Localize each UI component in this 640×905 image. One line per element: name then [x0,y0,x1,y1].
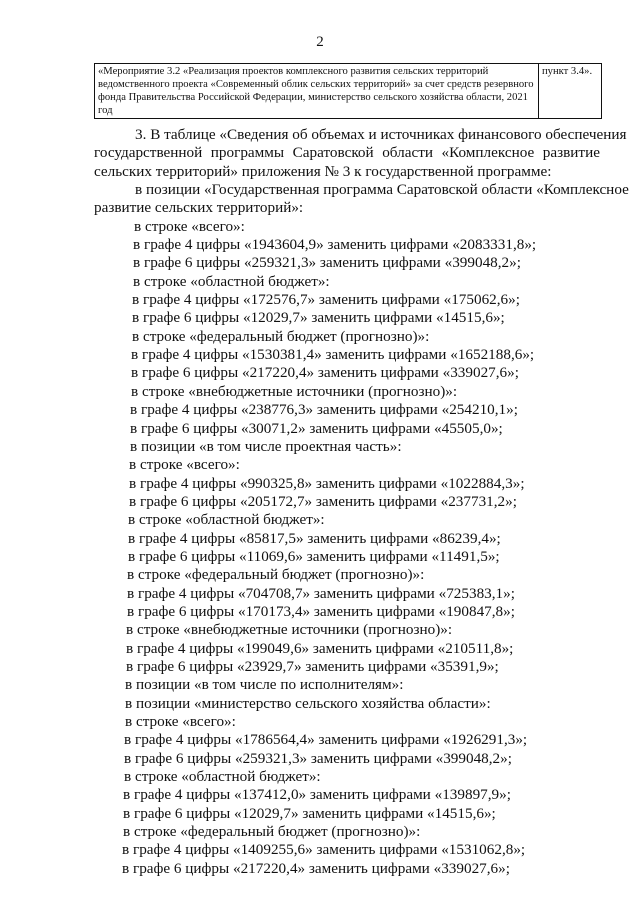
line-text: в позиции «в том числе по исполнителям»: [125,676,404,694]
line-text: в графе 4 цифры «1530381,4» заменить цифрами «1652188,6»; [131,346,535,364]
line-text: в строке «внебюджетные источники (прогнозно)»: [126,621,453,639]
table-row [95,64,602,119]
table-cell-description: «Мероприятие 3.2 «Реализация проектов комплексного развития сельских территорий ведомственного проекта «Современный облик сельских территорий» за счет средств резервного фонда Правительства Российской Федерации, министерство сельского хозяйства области, 2021 год [95,64,539,119]
text-line [0,364,640,382]
text-line [0,860,640,878]
text-line [0,401,640,419]
line-text: в позиции «в том числе проектная часть»: [130,437,402,455]
text-line [0,456,640,474]
line-text: в графе 6 цифры «259321,3» заменить цифрами «399048,2»; [133,254,521,272]
document-body [0,126,640,878]
line-text: в графе 4 цифры «137412,0» заменить цифрами «139897,9»; [123,786,511,804]
text-line [0,328,640,346]
text-line [0,163,640,181]
line-text: в строке «всего»: [134,217,245,235]
text-line [0,640,640,658]
text-line [0,511,640,529]
word: государственной [94,144,203,162]
line-text: в графе 4 цифры «238776,3» заменить цифрами «254210,1»; [130,401,518,419]
line-text: в графе 4 цифры «1943604,9» заменить цифрами «2083331,8»; [133,236,537,254]
line-text: в строке «областной бюджет»: [133,272,330,290]
line-text: в графе 6 цифры «11069,6» заменить цифрами «11491,5»; [128,547,500,565]
text-line [0,695,640,713]
line-text: 3. В таблице «Сведения об объемах и источниках финансового обеспечения [135,126,627,143]
text-line [0,585,640,603]
word: области [382,144,433,162]
word: программы [210,144,285,162]
text-line [0,181,640,199]
line-text: в графе 6 цифры «23929,7» заменить цифрами «35391,9»; [126,657,499,675]
text-line [0,199,640,217]
line-text: в строке «федеральный бюджет (прогнозно)»: [127,566,425,584]
page-number: 2 [316,34,324,50]
text-line [0,768,640,786]
text-line [0,713,640,731]
quoted-table-row [94,63,602,119]
text-line [0,658,640,676]
line-text: в графе 4 цифры «1409255,6» заменить цифрами «1531062,8»; [122,841,526,859]
text-line [0,566,640,584]
text-line [0,273,640,291]
text-line [0,493,640,511]
text-line [0,731,640,749]
line-text: в позиции «министерство сельского хозяйства области»: [125,694,491,712]
text-line [0,603,640,621]
text-line [0,530,640,548]
word: развитие [542,144,600,162]
text-line [0,786,640,804]
line-text: в графе 6 цифры «205172,7» заменить цифрами «237731,2»; [129,492,517,510]
line-text: развитие сельских территорий»: [94,199,304,217]
text-line [0,548,640,566]
line-text: в строке «всего»: [125,713,236,730]
line-text: в графе 4 цифры «199049,6» заменить цифрами «210511,8»; [126,639,514,657]
text-line [0,841,640,859]
text-line [0,383,640,401]
text-line [0,309,640,327]
line-text: сельских территорий» приложения № 3 к государственной программе: [94,162,552,180]
text-line [0,805,640,823]
line-text: в графе 6 цифры «12029,7» заменить цифрами «14515,6»; [123,804,496,822]
line-text: в строке «областной бюджет»: [128,511,325,529]
line-text: в графе 6 цифры «30071,2» заменить цифрами «45505,0»; [130,419,503,437]
text-line [0,291,640,309]
word: «Комплексное [441,144,535,162]
line-text: в строке «федеральный бюджет (прогнозно)»: [123,823,421,841]
line-text: в строке «областной бюджет»: [124,768,321,786]
text-line [0,750,640,768]
line-text: в графе 6 цифры «12029,7» заменить цифрами «14515,6»; [132,309,505,327]
line-text: в позиции «Государственная программа Саратовской области «Комплексное [135,181,629,199]
line-text: в графе 6 цифры «259321,3» заменить цифрами «399048,2»; [124,749,512,767]
line-text: в графе 4 цифры «1786564,4» заменить цифрами «1926291,3»; [124,731,528,749]
line-text: в графе 4 цифры «172576,7» заменить цифрами «175062,6»; [132,291,520,309]
text-line [0,438,640,456]
text-line [0,346,640,364]
text-line [0,254,640,272]
line-text: в графе 4 цифры «704708,7» заменить цифрами «725383,1»; [127,584,515,602]
text-line [0,420,640,438]
line-text: в строке «внебюджетные источники (прогнозно)»: [131,382,458,400]
line-text: в графе 6 цифры «170173,4» заменить цифрами «190847,8»; [127,602,515,620]
text-line [0,126,640,144]
text-line [0,475,640,493]
text-line [0,218,640,236]
line-text: в графе 4 цифры «85817,5» заменить цифрами «86239,4»; [128,529,501,547]
line-text: в графе 6 цифры «217220,4» заменить цифрами «339027,6»; [122,859,510,877]
text-line [0,236,640,254]
line-text: в строке «федеральный бюджет (прогнозно)»: [132,327,430,345]
text-line [0,676,640,694]
word: Саратовской [292,144,374,162]
text-line [0,144,640,162]
line-text: в графе 6 цифры «217220,4» заменить цифрами «339027,6»; [131,364,519,382]
line-text: в строке «всего»: [129,456,240,474]
text-line [0,621,640,639]
text-line [0,823,640,841]
line-text: в графе 4 цифры «990325,8» заменить цифрами «1022884,3»; [129,474,525,492]
line-text [94,144,600,162]
table-cell-reference: пункт 3.4». [539,64,602,119]
